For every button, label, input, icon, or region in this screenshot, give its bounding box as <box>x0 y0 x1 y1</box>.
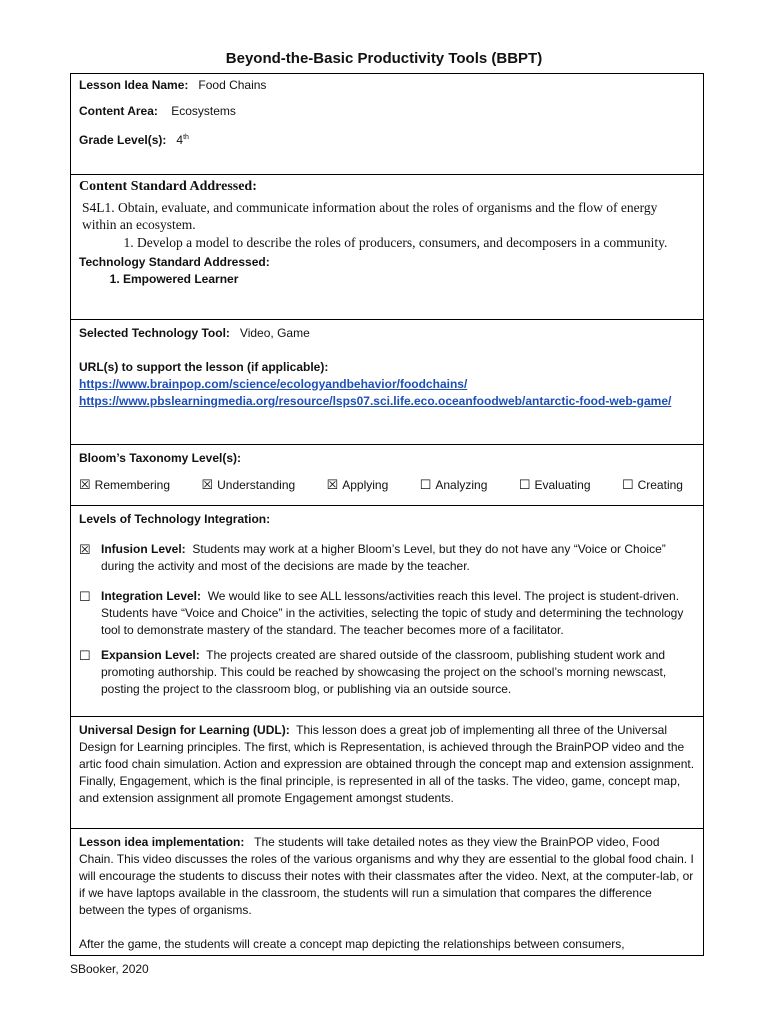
content-standard-text: S4L1. Obtain, evaluate, and communicate information about the roles of organisms and the flow of energy within an ecosystem. <box>82 200 658 232</box>
grade-level-value: 4 <box>176 133 184 147</box>
checkbox-checked-icon[interactable]: ☒ <box>79 542 91 557</box>
lesson-idea-label: Lesson Idea Name: <box>79 78 189 92</box>
expansion-level: ☐ Expansion Level: The projects created are shared outside of the classroom, publishing student work and promoting authorship. This could be reached by showcasing the project on the school’s morning newscast, posting the project to the classroom blog, or publishing via an outside source. <box>79 648 667 696</box>
integration-label: Levels of Technology Integration: <box>79 512 271 526</box>
udl-label: Universal Design for Learning (UDL): <box>79 723 290 737</box>
content-standard-label: Content Standard Addressed: <box>79 179 257 194</box>
page-title: Beyond-the-Basic Productivity Tools (BBPT) <box>225 50 543 67</box>
implementation-section <box>71 829 703 955</box>
tech-tool-value: Video, Game <box>239 326 310 340</box>
lesson-idea-value: Food Chains <box>198 78 267 92</box>
grade-level-label: Grade Level(s): <box>79 133 167 147</box>
implementation-text: The students will take detailed notes as they view the BrainPOP video, Food Chain. This video discusses the roles of the various organisms and why they are essential to the global food chain. I will encourage the students to discuss their notes with their classmates after the video. Next, at the computer-lab, or if we have laptops available in the classroom, the students will run a simulation that compares the difference between the types of organisms. <box>79 835 694 917</box>
tech-standard-label: Technology Standard Addressed: <box>79 255 270 269</box>
footer-author: SBooker, 2020 <box>70 962 149 976</box>
blooms-applying[interactable]: ☒ Applying <box>326 477 389 492</box>
standards-section <box>71 175 703 320</box>
tech-standard-item: 1. Empowered Learner <box>123 271 695 288</box>
checkbox-empty-icon[interactable]: ☐ <box>518 477 531 492</box>
implementation-text-2: After the game, the students will create a concept map depicting the relationships between consumers, <box>79 937 625 951</box>
technology-tool-section <box>71 320 703 445</box>
checkbox-checked-icon[interactable]: ☒ <box>79 477 91 492</box>
blooms-label: Bloom’s Taxonomy Level(s): <box>79 451 242 465</box>
content-standard-item: 1. Develop a model to describe the roles of producers, consumers, and decomposers in a community. <box>137 234 695 251</box>
checkbox-empty-icon[interactable]: ☐ <box>419 477 432 492</box>
checkbox-empty-icon[interactable]: ☐ <box>79 589 91 604</box>
pbs-game-link[interactable]: https://www.pbslearningmedia.org/resource/lsps07.sci.life.eco.oceanfoodweb/antarctic-food-web-game/ <box>79 394 672 408</box>
brainpop-link[interactable]: https://www.brainpop.com/science/ecologyandbehavior/foodchains/ <box>79 377 468 391</box>
grade-level-sup: th <box>183 134 189 141</box>
integration-section <box>71 506 703 717</box>
udl-section <box>71 717 703 829</box>
blooms-remembering[interactable]: ☒ Remembering <box>79 477 171 492</box>
tech-tool-label: Selected Technology Tool: <box>79 326 230 340</box>
blooms-creating[interactable]: ☐ Creating <box>621 477 683 492</box>
blooms-levels <box>79 477 695 493</box>
checkbox-empty-icon[interactable]: ☐ <box>621 477 634 492</box>
lesson-table <box>70 73 704 956</box>
blooms-analyzing[interactable]: ☐ Analyzing <box>419 477 488 492</box>
blooms-evaluating[interactable]: ☐ Evaluating <box>518 477 591 492</box>
lesson-info-section <box>71 74 703 175</box>
implementation-label: Lesson idea implementation: <box>79 835 245 849</box>
infusion-level: ☒ Infusion Level: Students may work at a higher Bloom’s Level, but they do not have any “Voice or Choice” during the activity and most of the decisions are made by the teacher. <box>79 542 666 573</box>
checkbox-empty-icon[interactable]: ☐ <box>79 648 91 663</box>
checkbox-checked-icon[interactable]: ☒ <box>326 477 339 492</box>
url-label: URL(s) to support the lesson (if applicable): <box>79 360 329 374</box>
content-area-value: Ecosystems <box>171 104 236 118</box>
content-area-label: Content Area: <box>79 104 158 118</box>
blooms-section <box>71 445 703 506</box>
checkbox-checked-icon[interactable]: ☒ <box>201 477 214 492</box>
integration-level: ☐ Integration Level: We would like to see ALL lessons/activities reach this level. The project is student-driven. Students have “Voice and Choice” in the activities, selecting the topic of study and determining the technology tool to demonstrate mastery of the standard. The teacher becomes more of a facilitator. <box>79 589 684 637</box>
blooms-understanding[interactable]: ☒ Understanding <box>201 477 296 492</box>
udl-text: This lesson does a great job of implementing all three of the Universal Design for Learning principles. The first, which is Representation, is achieved through the BrainPOP video and the artic food chain simulation. Action and expression are obtained through the concept map and extension assignment. Finally, Engagement, which is the final principle, is represented in all of the tasks. The video, game, concept map, and extension assignment all promote Engagement amongst students. <box>79 723 695 805</box>
